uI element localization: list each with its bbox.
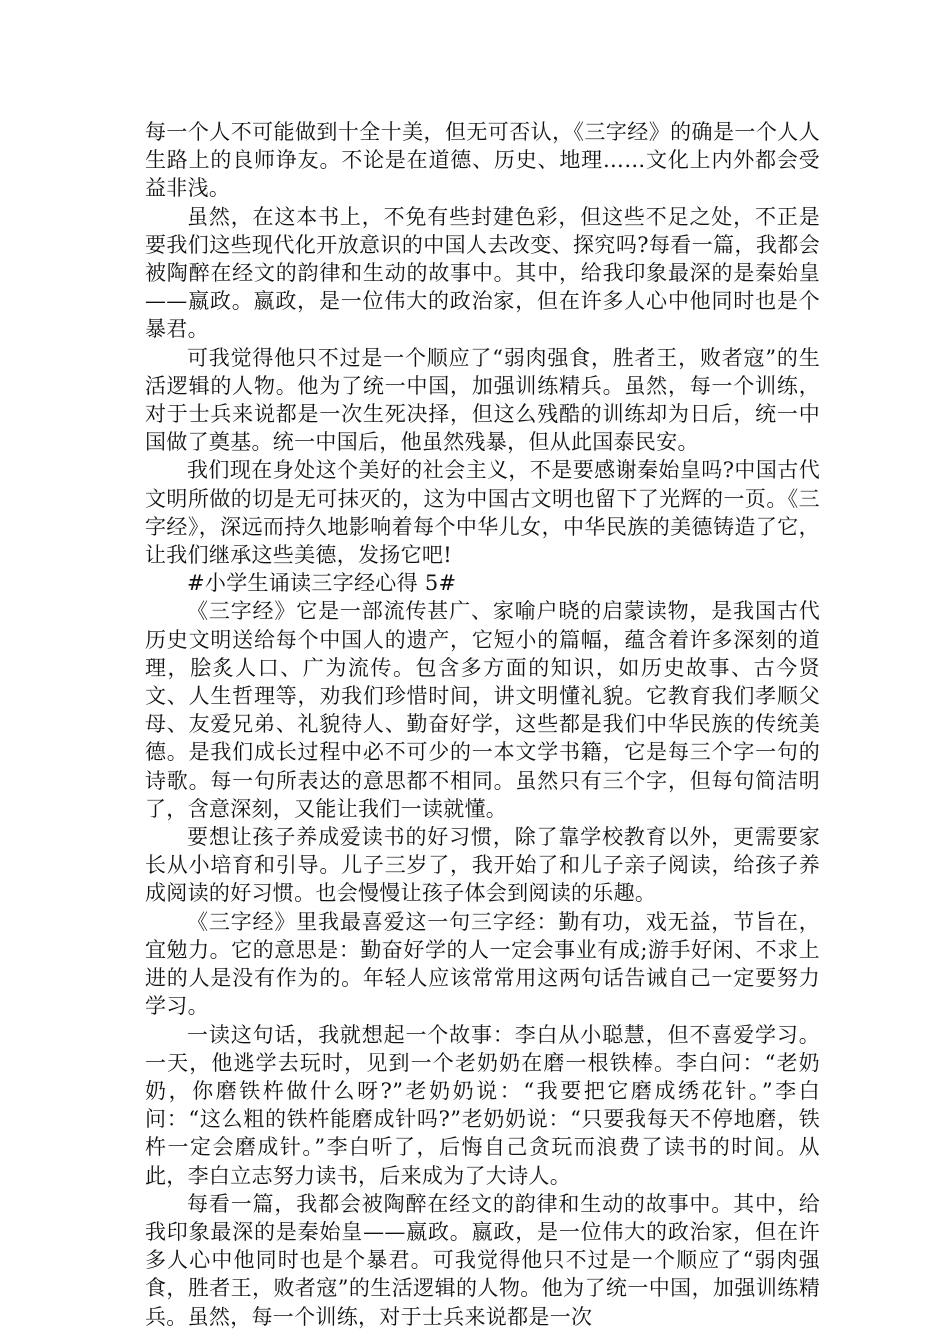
- document-body: [145, 118, 820, 1331]
- paragraph: 可我觉得他只不过是一个顺应了“弱肉强食，胜者王，败者寇”的生活逻辑的人物。他为了统一中国，加强训练精兵。虽然，每一个训练，对于士兵来说都是一次生死决择，但这么残酷的训练却为日后，统一中国做了奠基。统一中国后，他虽然残暴，但从此国泰民安。: [145, 345, 820, 455]
- section-heading: #小学生诵读三字经心得 5#: [187, 571, 457, 596]
- paragraph: 《三字经》里我最喜爱这一句三字经：勤有功，戏无益，节旨在，宜勉力。它的意思是：勤奋好学的人一定会事业有成;游手好闲、不求上进的人是没有作为的。年轻人应该常常用这两句话告诫自己一定要努力学习。: [145, 909, 820, 1019]
- paragraph: 一读这句话，我就想起一个故事：李白从小聪慧，但不喜爱学习。一天，他逃学去玩时，见到一个老奶奶在磨一根铁棒。李白问：“老奶奶，你磨铁杵做什么呀?”老奶奶说：“我要把它磨成绣花针。”李白问：“这么粗的铁杵能磨成针吗?”老奶奶说：“只要我每天不停地磨，铁杵一定会磨成针。”李白听了，后悔自己贪玩而浪费了读书的时间。从此，李白立志努力读书，后来成为了大诗人。: [145, 1022, 820, 1188]
- paragraph: 每看一篇，我都会被陶醉在经文的韵律和生动的故事中。其中，给我印象最深的是秦始皇——嬴政。嬴政，是一位伟大的政治家，但在许多人心中他同时也是个暴君。可我觉得他只不过是一个顺应了“弱肉强食，胜者王，败者寇”的生活逻辑的人物。他为了统一中国，加强训练精兵。虽然，每一个训练，对于士兵来说都是一次: [145, 1191, 820, 1329]
- paragraph: 每一个人不可能做到十全十美，但无可否认，《三字经》的确是一个人人生路上的良师诤友。不论是在道德、历史、地理……文化上内外都会受益非浅。: [145, 120, 820, 201]
- paragraph: 《三字经》它是一部流传甚广、家喻户晓的启蒙读物，是我国古代历史文明送给每个中国人的遗产，它短小的篇幅，蕴含着许多深刻的道理，脍炙人口、广为流传。包含多方面的知识，如历史故事、古今贤文、人生哲理等，劝我们珍惜时间，讲文明懂礼貌。它教育我们孝顺父母、友爱兄弟、礼貌待人、勤奋好学，这些都是我们中华民族的传统美德。是我们成长过程中必不可少的一本文学书籍，它是每三个字一句的诗歌。每一句所表达的意思都不相同。虽然只有三个字，但每句简洁明了，含意深刻，又能让我们一读就懂。: [145, 599, 820, 821]
- paragraph: 虽然，在这本书上，不免有些封建色彩，但这些不足之处，不正是要我们这些现代化开放意识的中国人去改变、探究吗?每看一篇，我都会被陶醉在经文的韵律和生动的故事中。其中，给我印象最深的是秦始皇——嬴政。嬴政，是一位伟大的政治家，但在许多人心中他同时也是个暴君。: [145, 204, 820, 342]
- paragraph: 我们现在身处这个美好的社会主义，不是要感谢秦始皇吗?中国古代文明所做的切是无可抹灭的，这为中国古文明也留下了光辉的一页。《三字经》，深远而持久地影响着每个中华儿女，中华民族的美德铸造了它，让我们继承这些美德，发扬它吧!: [145, 458, 820, 568]
- paragraph: 要想让孩子养成爱读书的好习惯，除了靠学校教育以外，更需要家长从小培育和引导。儿子三岁了，我开始了和儿子亲子阅读，给孩子养成阅读的好习惯。也会慢慢让孩子体会到阅读的乐趣。: [145, 825, 820, 906]
